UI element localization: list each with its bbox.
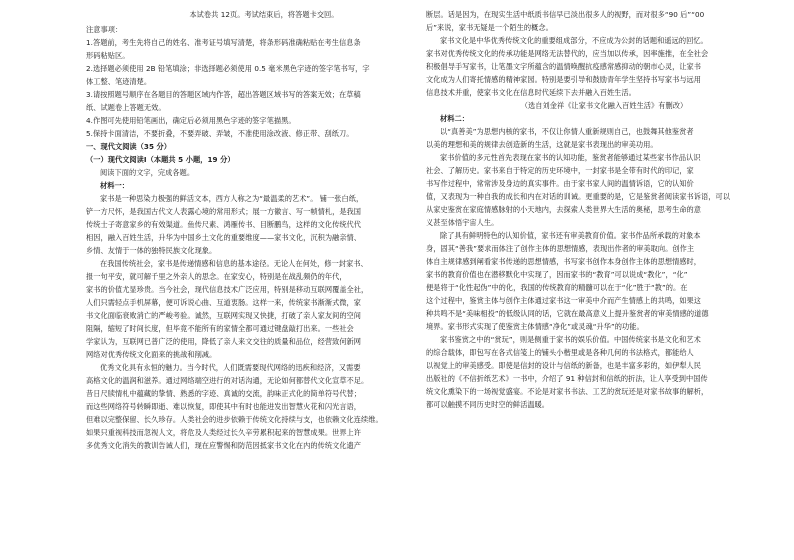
paragraph — [86, 361, 442, 452]
notice-line: 体工整、笔迹清楚。 — [86, 77, 152, 86]
text-line: 积极倡导手写家书，让笔墨文字所蕴含的温情唤醒抗疫感常感抑动的朝市心灵，让家书 — [426, 62, 702, 71]
text-line: 阻隔，缩短了时间长度，但毕竟不能所有的家情全都可通过键盘敲打出来。一些社会 — [86, 324, 354, 333]
notice-line: 形码粘贴区。 — [86, 51, 130, 60]
text-line: 家书的教育价值也在潜移默化中实现了，因而家书的“教育”可以说成“教化”，“化” — [426, 270, 688, 279]
paragraph — [426, 151, 782, 229]
notice-line: 纸、试题卷上答题无效。 — [86, 103, 166, 112]
text-line: 家书鉴赏之中的“赏玩”，则是侧重于家书的娱乐价值。中国传统家书是文化和艺术 — [440, 335, 701, 344]
text-line: 除了具有鲜明特色的认知价值，家书还有审美教育价值。家书作品所承载的对象本 — [440, 231, 701, 240]
text-line: 传统士子寄意家乡的有效渠道。鱼传尺素、鸿雁传书、目断鹏鸟，这样的文化传统代代 — [86, 220, 362, 229]
text-line: 这个过程中，鉴赏主体与创作主体通过家书这一审美中介而产生情感上的共鸣，如果这 — [426, 296, 702, 305]
text-line: 以美的理想和美的规律去创造新的生活，这就是家书表现出的审美功用。 — [426, 140, 658, 149]
text-line: 报一句平安，就可解千里之外亲人的思念。在家安心，特别是在战乱频仍的年代， — [86, 272, 347, 281]
text-line: 但难以完整保留、长久珍存。人类社会的进步依赖于传统文化持续与支，也依赖文化连续维。 — [86, 415, 383, 424]
notice-title: 注意事项： — [86, 25, 123, 34]
text-line: 身，固其“善我”要求而体注了创作主体的思想情感，表现出作者的审美取向。创作主 — [426, 244, 695, 253]
paragraph — [426, 34, 782, 99]
text-line: 学家认为，互联网已普广泛的使用，降低了亲人来文交往的质量和品位，经营致何新网 — [86, 337, 362, 346]
source-citation: （选自刘金祥《让家书文化融入百姓生活》有删改） — [520, 101, 688, 110]
text-line: 高格文化的温润和滋养。通过网络端空进行的对话沟通，无论如何都替代文化宣草不足。 — [86, 376, 369, 385]
text-line: 统文化熏染下的一场视觉盛宴。不论是对家书书法、工艺的赏玩还是对家书故事的解析， — [426, 387, 709, 396]
text-line: 出版社的《不信折纸艺术》一书中，介绍了 91 种信封和信纸的折法，让人享受到中国传 — [426, 374, 708, 383]
paragraph — [86, 192, 442, 257]
text-line: 以视觉上的审美感受。即使是信封的设计与信纸的新备，也是丰富多彩的，如伊犁人民 — [426, 361, 702, 370]
text-line: 从家史鉴赏在家庭情感脉射的小天地内，去探索人类世界大生活的奥秘，思考生命的意 — [426, 205, 702, 214]
text-line: 断层。话是因为，在现实生活中纸质书信早已淡出很多人的视野，而对很多“90 后”“00 — [426, 10, 705, 19]
text-line: 优秀文化具有永恒的魅力。当今时代，人们既需要现代网络的迅疾和经济，又需要 — [100, 363, 361, 372]
exam-header: 本试卷共 12页。考试结束后，将答题卡交回。 — [189, 10, 339, 19]
notice-line: 1.答题前，考生先将自己的姓名、准考证号填写清楚，将条形码准确粘贴在考生信息条 — [86, 38, 361, 47]
left-column — [86, 8, 442, 452]
subsection-heading: （一）现代文阅读Ⅰ（本题共 5 小题，19 分） — [86, 155, 235, 164]
text-line: 乡情、友情于一体的独特民族文化现象。 — [86, 246, 217, 255]
notice-line: 3.请按照题号顺序在各题目的答题区域内作答，超出答题区域书写的答案无效；在草稿 — [86, 90, 361, 99]
text-line: 多优秀文化消失的教训告诫人们，现在应警惕和防范因抵家书文化在内的传统文化遗产 — [86, 441, 362, 450]
text-line: 境界。家书形式实现了使鉴赏主体情感“净化”或灵魂“升华”的功能。 — [426, 322, 644, 331]
text-line: 社会、了解历史。家书来自于特定的历史环境中，一封家书是全带有时代的印记，家 — [426, 166, 694, 175]
paragraph — [426, 333, 782, 411]
text-line: 文化成为人们寄托情感的精神家园。特别是要引导和鼓励青年学生坚持书写家书与远用 — [426, 75, 702, 84]
section-heading: 一、现代文阅读（35 分） — [86, 142, 172, 151]
text-line: 人们只需轻点手机屏幕，便可诉说心曲、互道衷肠。这样一来，传统家书渐渐式微，家 — [86, 298, 362, 307]
text-line: 家书对优秀传统文化的传承功能是网络无法替代的，应当加以传承，因率施推，在全社会 — [426, 49, 709, 58]
instruction-text: 阅读下面的文字，完成各题。 — [100, 168, 195, 177]
text-line: 种共鸣不是“美味相投”的低级认同的话，它就在最高意义上提升鉴赏者的审美情感的道德 — [426, 309, 709, 318]
material-one-label: 材料一： — [100, 181, 129, 190]
text-line: 值，又表现为一种自我的成长和内在对话的训诫。更重要的是，它是鉴赏者阅读家书诉语，可以 — [426, 192, 730, 201]
text-line: 在我国传统社会，家书是传递情感和信息的基本途径。无论人在何处，修一封家书、 — [100, 259, 368, 268]
text-line: 义甚至体悟宇宙人生。 — [426, 218, 499, 227]
notice-line: 5.保持卡面清洁，不要折叠，不要弄破、弄皱，不准使用涂改液、修正带、刮纸刀。 — [86, 129, 354, 138]
text-line: 后”来说，家书无疑是一个陌生的概念。 — [426, 23, 553, 32]
text-line: 家书的价值尤显珍贵。当今社会，现代信息技术广泛应用，特别是移动互联网覆盖全社， — [86, 285, 369, 294]
text-line: 便是将于“化性起伪”中的化，我国的传统教育的精髓可以在于“化”胜于“教”的。在 — [426, 283, 688, 292]
paragraph — [426, 229, 782, 333]
text-line: 昔日尺牍情札中蕴藏的挚情、熟悉的字迹、真诚的交流，韵味正式化的简单符号代替； — [86, 389, 362, 398]
text-line: 家书文化是中华优秀传统文化的重要组成部分，不应成为公封的话题和遥远的回忆。 — [440, 36, 708, 45]
text-line: 的综合载体，即包写在各式信笺上的铺头小楷里或是各种几何的书法格式，都能给人 — [426, 348, 694, 357]
text-line: 信息技术并重，使家书文化在信息时代延续下去并融入百姓生活。 — [426, 88, 636, 97]
notice-line: 4.作图可先使用铅笔画出，确定后必须用黑色字迹的签字笔描黑。 — [86, 116, 296, 125]
text-line: 书文化面临衰败消亡的严峻考验。诚然，互联网实现又快捷，打破了亲人家友间的空间 — [86, 311, 362, 320]
text-line: 相因，融入百姓生活，升华为中国乡土文化的重要维度——家书文化，沉积为融亲情、 — [86, 233, 362, 242]
text-line: 如果只重视科技而忽视人文，将危及人类经过长久辛劳累积起来的智慧成果。世界上许 — [86, 428, 362, 437]
text-line: 都可以触摸不同历史时空的鲜活温暖。 — [426, 400, 550, 409]
material-two-label: 材料二： — [440, 114, 469, 123]
paragraph — [86, 257, 442, 361]
text-line: 网络对优秀传统文化面来的挑战和削减。 — [86, 350, 217, 359]
right-column — [426, 8, 782, 411]
text-line: 以“真善美”为思想内核的家书，不仅让你情人重新规则自己，也鼓舞其他鉴赏者 — [440, 127, 694, 136]
text-line: 而这些网络符号转瞬即逝、难以恢复，即使其中有时也能进发出智慧火花和闪光言语， — [86, 402, 362, 411]
notice-line: 2.选择题必须使用 2B 铅笔填涂；非选择题必须使用 0.5 毫米黑色字迹的签字笔书写，字 — [86, 64, 370, 73]
notice-list — [86, 36, 442, 140]
text-line: 体自主规律感到阐看家书传递的思想情感，书写家书创作本身创作主体的思想情感时， — [426, 257, 702, 266]
text-line: 铲一方尺怀，是我国古代文人表露心境的常用形式；展一方徽言、写一帧情札，是我国 — [86, 207, 362, 216]
text-line: 书写作过程中，常常涉及身边的真实事件。由于家书家人间的温情诉语，它的认知价 — [426, 179, 694, 188]
text-line: 家书价值的多元性首先表现在家书的认知功能，鉴赏者能够通过某些家书作品认识 — [440, 153, 701, 162]
text-line: 家书是一种思染力极强的鲜活文本，西方人称之为“最温柔的艺术”。 铺一张白纸， — [100, 194, 364, 203]
paragraph — [426, 125, 782, 151]
